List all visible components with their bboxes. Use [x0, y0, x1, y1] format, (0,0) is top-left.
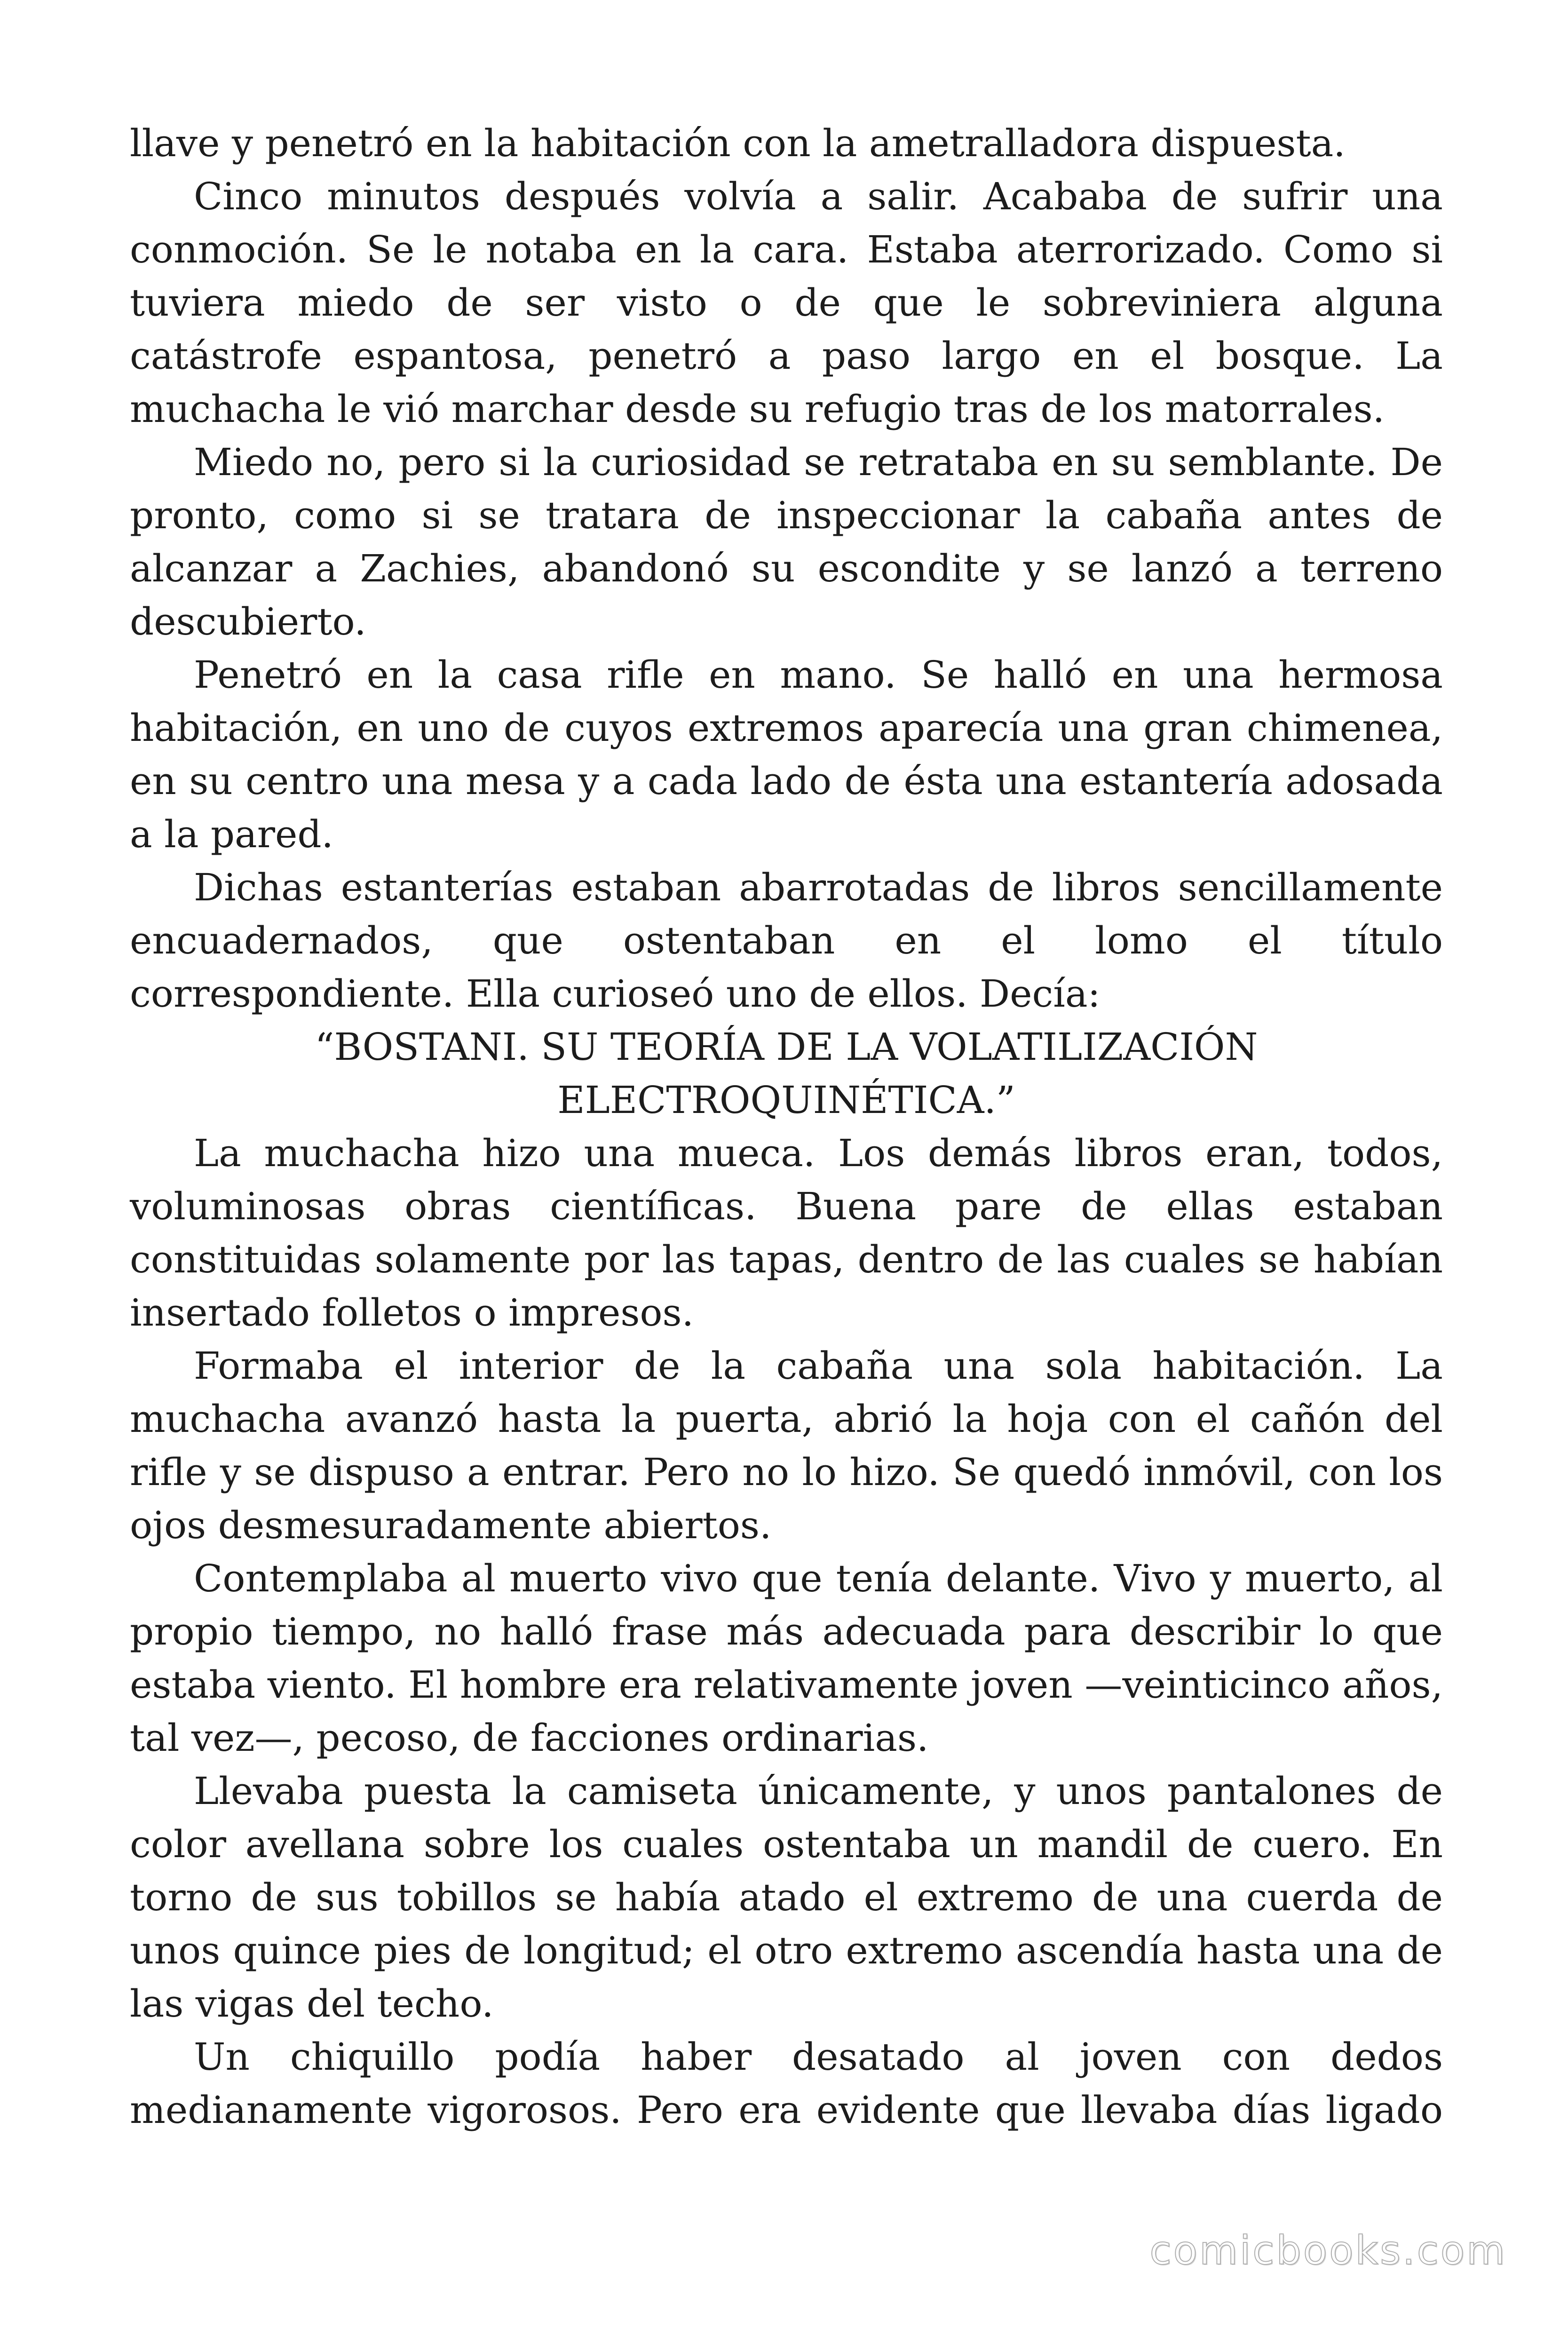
- paragraph: Miedo no, pero si la curiosidad se retrataba en su semblante. De pronto, como si se tratara de inspeccionar la cabaña antes de alcanzar a Zachies, abandonó su escondite y se lanzó a terreno descubierto.: [130, 440, 1443, 644]
- book-title-line-1: “BOSTANI. SU TEORÍA DE LA VOLATILIZACIÓN: [315, 1025, 1258, 1069]
- paragraph: Cinco minutos después volvía a salir. Acababa de sufrir una conmoción. Se le notaba en la cara. Estaba aterrorizado. Como si tuviera miedo de ser visto o de que le sobreviniera alguna catástrofe espantosa, penetró a paso largo en el bosque. La muchacha le vió marchar desde su refugio tras de los matorrales.: [130, 175, 1443, 431]
- paragraph: Formaba el interior de la cabaña una sola habitación. La muchacha avanzó hasta la puerta, abrió la hoja con el cañón del rifle y se dispuso a entrar. Pero no lo hizo. Se quedó inmóvil, con los ojos desmesuradamente abiertos.: [130, 1344, 1443, 1547]
- paragraph: Llevaba puesta la camiseta únicamente, y unos pantalones de color avellana sobre los cuales ostentaba un mandil de cuero. En torno de sus tobillos se había atado el extremo de una cuerda de unos quince pies de longitud; el otro extremo ascendía hasta una de las vigas del techo.: [130, 1769, 1443, 2026]
- paragraph: Dichas estanterías estaban abarrotadas de libros sencillamente encuadernados, que ostentaban en el lomo el título correspondiente. Ella curioseó uno de ellos. Decía:: [130, 866, 1443, 1016]
- page-body: [130, 117, 1443, 2137]
- paragraph: Penetró en la casa rifle en mano. Se halló en una hermosa habitación, en uno de cuyos extremos aparecía una gran chimenea, en su centro una mesa y a cada lado de ésta una estantería adosada a la pared.: [130, 653, 1443, 856]
- paragraph: La muchacha hizo una mueca. Los demás libros eran, todos, voluminosas obras científicas. Buena pare de ellas estaban constituidas solamente por las tapas, dentro de las cuales se habían insertado folletos o impresos.: [130, 1131, 1443, 1335]
- watermark: comicbooks.com: [1149, 2227, 1507, 2273]
- paragraph: Contemplaba al muerto vivo que tenía delante. Vivo y muerto, al propio tiempo, no halló frase más adecuada para describir lo que estaba viento. El hombre era relativamente joven —veinticinco años, tal vez—, pecoso, de facciones ordinarias.: [130, 1557, 1443, 1760]
- book-title-line-2: ELECTROQUINÉTICA.”: [557, 1078, 1015, 1122]
- paragraph-last: Un chiquillo podía haber desatado al joven con dedos medianamente vigorosos. Pero era evidente que llevaba días ligado: [130, 2035, 1443, 2132]
- paragraph-continued: llave y penetró en la habitación con la ametralladora dispuesta.: [130, 121, 1346, 165]
